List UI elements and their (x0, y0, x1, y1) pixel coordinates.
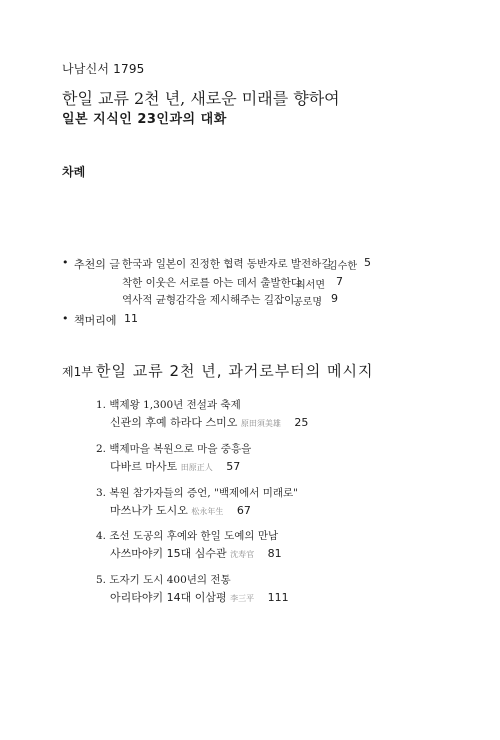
page-number: 57 (226, 460, 241, 473)
page-number: 111 (267, 591, 289, 604)
toc-heading: 차례 (62, 165, 86, 179)
chapter-subtitle (110, 458, 240, 474)
recommendation-title: 착한 이웃은 서로를 아는 데서 출발한다 (122, 277, 301, 289)
bullet-dot: • (62, 256, 69, 269)
book-title: 한일 교류 2천 년, 새로운 미래를 향하여 (62, 89, 340, 108)
person-hanja: 李三平 (230, 594, 255, 603)
chapter-subtitle (110, 414, 308, 430)
recommendation-title: 한국과 일본이 진정한 협력 동반자로 발전하길 (122, 258, 332, 270)
recommendation-author: 최서면 (296, 280, 325, 291)
page-number: 25 (294, 416, 309, 429)
chapter-person: 신관의 후예 하라다 스미오 (110, 416, 238, 429)
series-label: 나남신서 1795 (62, 62, 145, 76)
recommendation-author: 공로명 (293, 297, 322, 308)
recommendation-author: 김수한 (328, 261, 357, 272)
chapter-person: 아리타야키 14대 이삼평 (110, 591, 227, 604)
person-hanja: 松永年生 (191, 507, 224, 516)
bullet-dot: • (62, 312, 69, 325)
chapter-person: 다바르 마사토 (110, 460, 178, 473)
book-subtitle: 일본 지식인 23인과의 대화 (62, 112, 227, 127)
chapter-subtitle (110, 589, 289, 605)
chapter-title: 1. 백제왕 1,300년 전설과 축제 (96, 399, 241, 411)
part-label: 제1부 (62, 365, 93, 379)
preface-label: 책머리에 (74, 314, 117, 327)
page-number: 9 (331, 292, 338, 305)
chapter-title: 5. 도자기 도시 400년의 전통 (96, 574, 231, 586)
recommendation-label: 추천의 글 (74, 258, 121, 271)
chapter-title: 4. 조선 도공의 후예와 한일 도예의 만남 (96, 530, 279, 542)
chapter-title: 3. 복원 참가자들의 증언, "백제에서 미래로" (96, 487, 298, 499)
page-number: 7 (336, 275, 343, 288)
part-title: 한일 교류 2천 년, 과거로부터의 메시지 (96, 362, 374, 380)
page-number: 11 (124, 312, 138, 325)
chapter-person: 사쓰마야키 15대 심수관 (110, 547, 227, 560)
chapter-subtitle (110, 545, 282, 561)
person-hanja: 沈寿官 (230, 550, 255, 559)
page-number: 81 (267, 547, 282, 560)
page-number: 67 (236, 504, 251, 517)
page-number: 5 (364, 256, 371, 269)
person-hanja: 田原正人 (180, 463, 213, 472)
chapter-subtitle (110, 502, 251, 518)
chapter-title: 2. 백제마을 복원으로 마을 중흥을 (96, 443, 252, 455)
chapter-person: 마쓰나가 도시오 (110, 504, 188, 517)
recommendation-title: 역사적 균형감각을 제시해주는 길잡이 (122, 294, 295, 306)
person-hanja: 原田須美雄 (240, 419, 281, 428)
